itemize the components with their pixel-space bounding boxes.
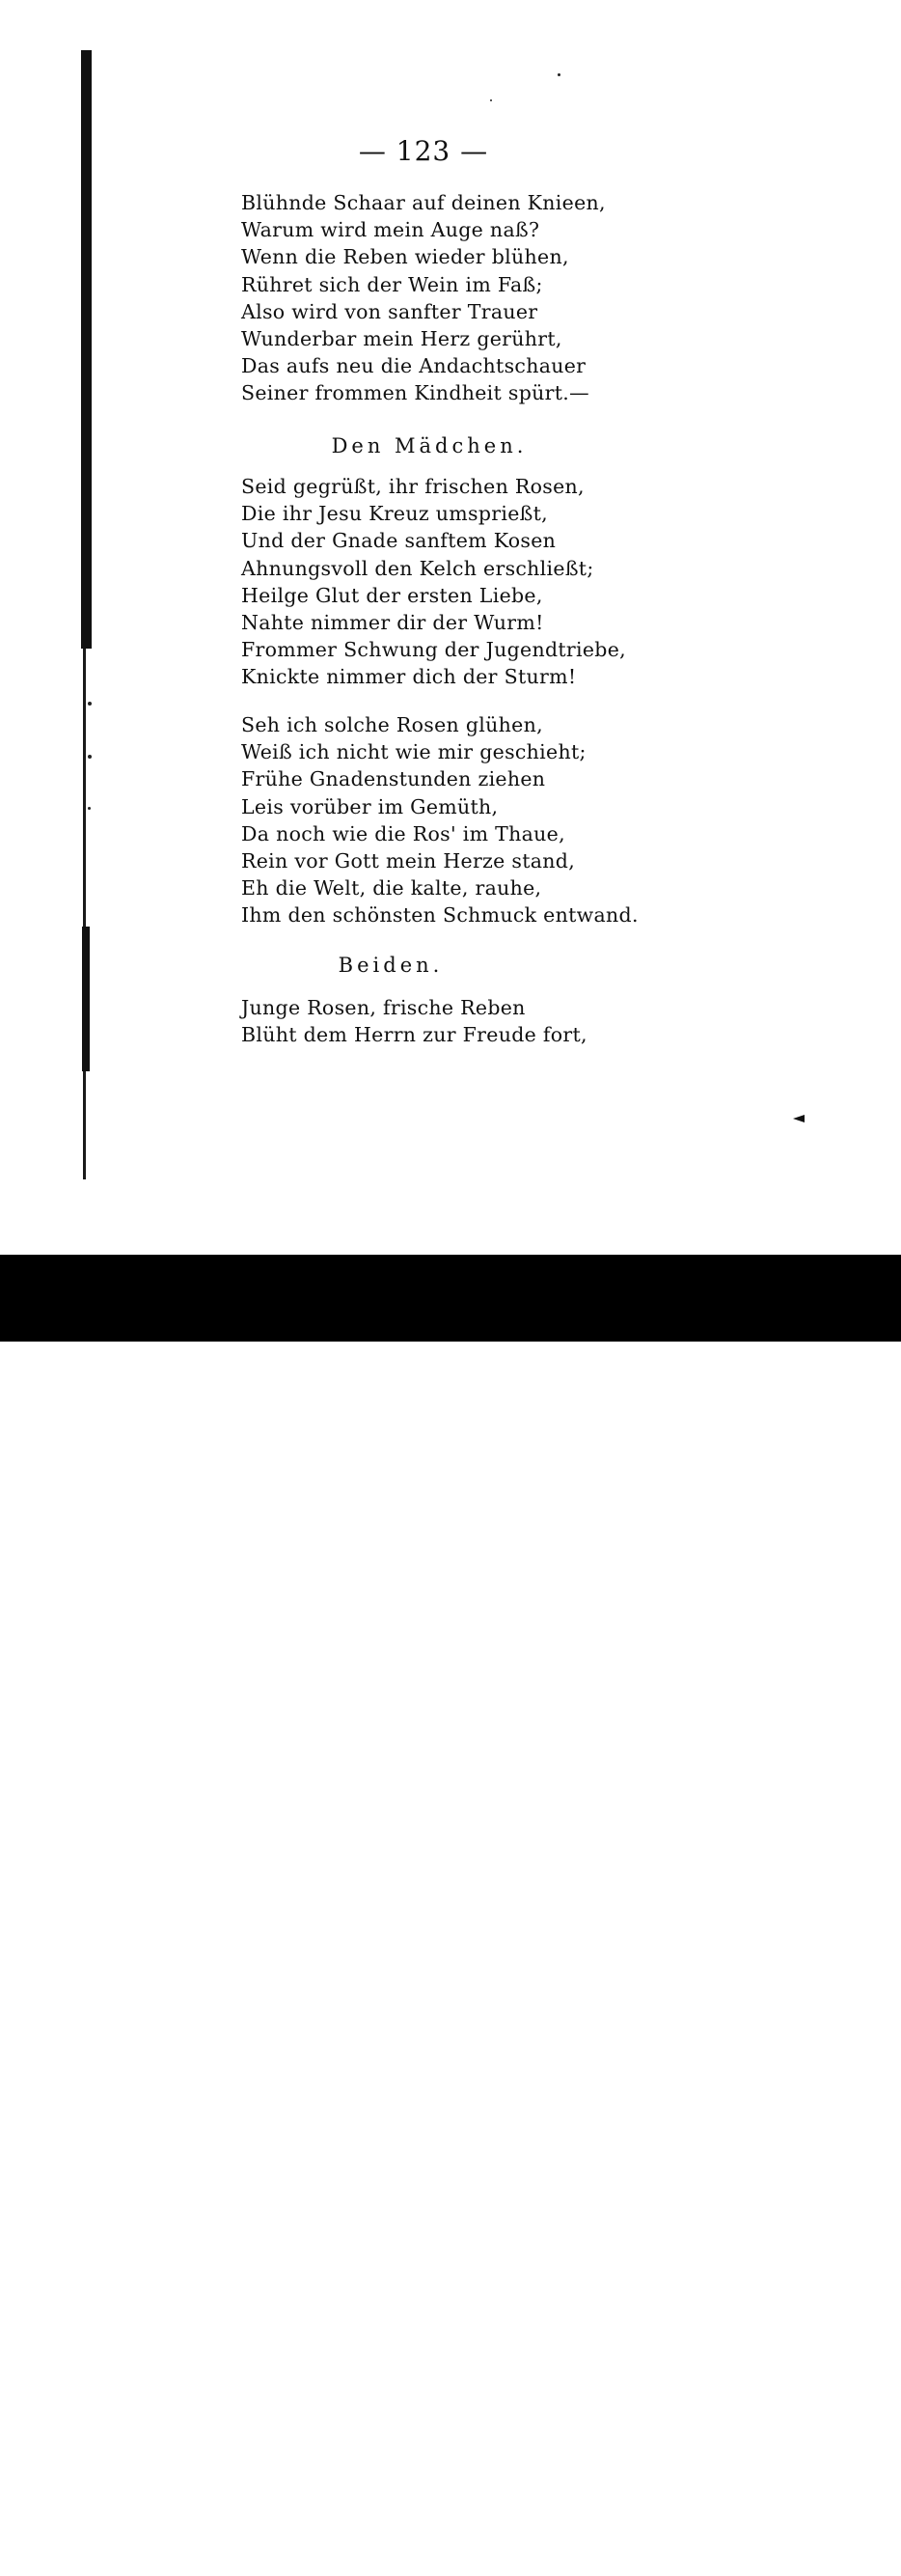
page-number: — 123 — xyxy=(358,135,489,167)
verse-line: Wunderbar mein Herz gerührt, xyxy=(241,326,562,350)
verse-line: Wenn die Reben wieder blühen, xyxy=(241,245,569,269)
arrow-left-icon xyxy=(793,1115,805,1122)
verse-line: Seid gegrüßt, ihr frischen Rosen, xyxy=(241,475,585,498)
verse-line: Junge Rosen, frische Reben xyxy=(241,996,526,1019)
verse-line: Blühnde Schaar auf deinen Knieen, xyxy=(241,191,606,214)
verse-line: Da noch wie die Ros' im Thaue, xyxy=(241,821,565,845)
scan-speck xyxy=(88,807,91,810)
binding-edge xyxy=(81,50,92,649)
verse-line: Knickte nimmer dich der Sturm! xyxy=(241,665,577,689)
scan-speck xyxy=(490,99,492,101)
scanned-page xyxy=(0,0,901,1255)
verse-line: Warum wird mein Auge naß? xyxy=(241,218,540,242)
verse-line: Eh die Welt, die kalte, rauhe, xyxy=(241,876,542,900)
verse-line: Frühe Gnadenstunden ziehen xyxy=(241,767,546,791)
stanza-3 xyxy=(241,711,639,929)
binding-edge-mark xyxy=(82,927,90,1071)
verse-line: Blüht dem Herrn zur Freude fort, xyxy=(241,1023,587,1047)
verse-line: Die ihr Jesu Kreuz umsprießt, xyxy=(241,502,548,526)
site-url-text: www.alamy.com xyxy=(747,2554,851,2570)
scan-speck xyxy=(88,755,92,759)
verse-line: Seiner frommen Kindheit spürt.— xyxy=(241,381,589,405)
stanza-1 xyxy=(241,189,606,407)
poem-heading: Den Mädchen. xyxy=(331,434,528,457)
watermark-bar xyxy=(0,1255,901,2576)
verse-line: Das aufs neu die Andachtschauer xyxy=(241,354,587,378)
image-id-label xyxy=(725,2531,851,2573)
verse-line: Also wird von sanfter Trauer xyxy=(241,299,538,323)
verse-line: Ihm den schönsten Schmuck entwand. xyxy=(241,903,639,928)
scan-speck xyxy=(88,702,92,706)
verse-line: Rein vor Gott mein Herze stand, xyxy=(241,848,576,873)
scan-speck xyxy=(558,73,560,76)
alamy-logo: alamy xyxy=(17,2522,170,2576)
binding-edge-lower xyxy=(83,649,86,1179)
image-id-text: Image ID: KYCTKN xyxy=(724,2533,851,2549)
verse-line: Seh ich solche Rosen glühen, xyxy=(241,713,543,736)
verse-line: Rühret sich der Wein im Faß; xyxy=(241,272,543,296)
verse-line: Ahnungsvoll den Kelch erschließt; xyxy=(241,556,594,580)
stanza-2 xyxy=(241,473,626,691)
stanza-4 xyxy=(241,994,587,1048)
verse-line: Frommer Schwung der Jugendtriebe, xyxy=(241,638,626,662)
verse-line: Und der Gnade sanftem Kosen xyxy=(241,529,557,553)
verse-line: Nahte nimmer dir der Wurm! xyxy=(241,610,544,634)
poem-heading: Beiden. xyxy=(338,954,444,977)
verse-line: Leis vorüber im Gemüth, xyxy=(241,794,499,818)
verse-line: Weiß ich nicht wie mir geschieht; xyxy=(241,740,587,764)
verse-line: Heilge Glut der ersten Liebe, xyxy=(241,583,543,607)
